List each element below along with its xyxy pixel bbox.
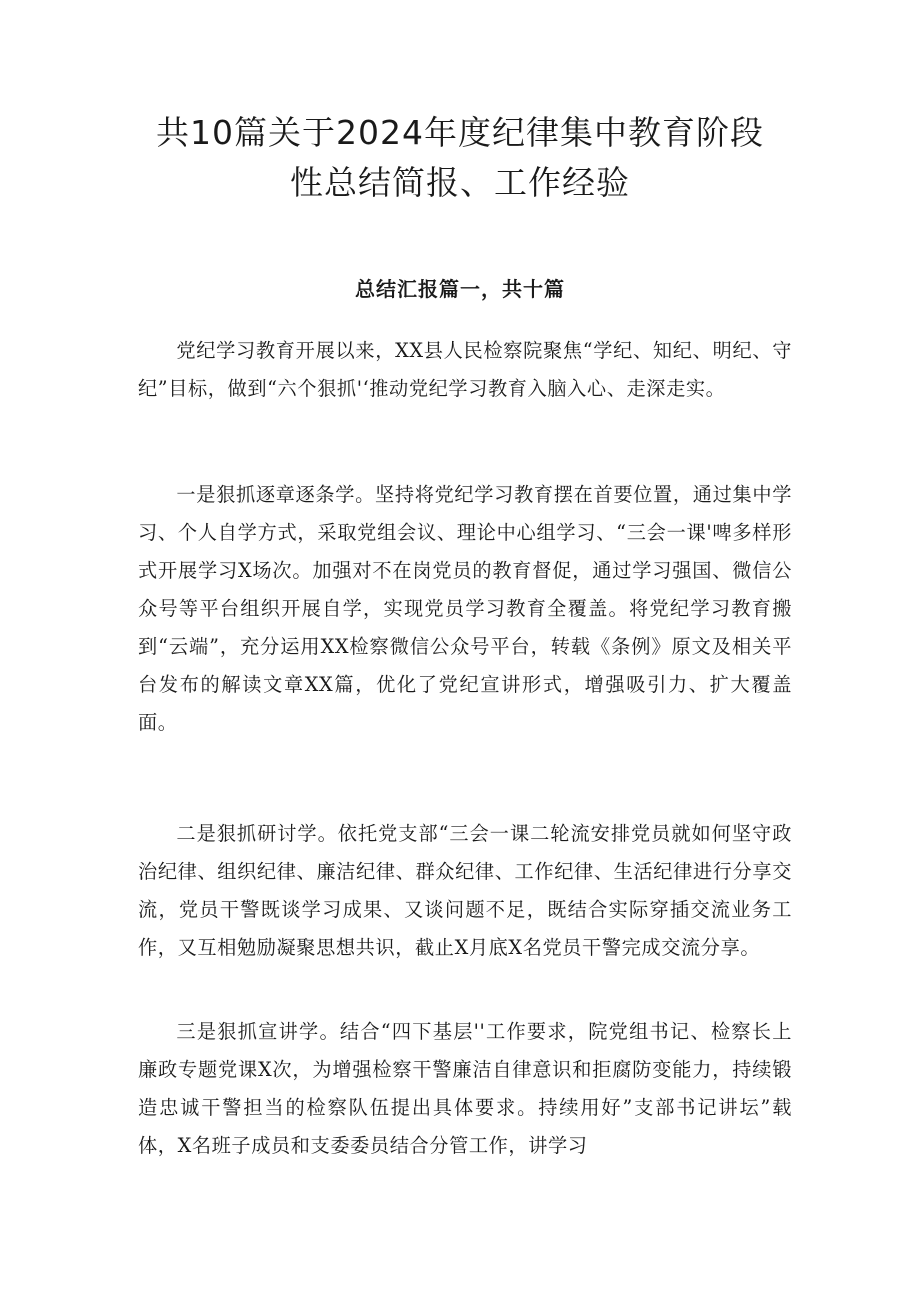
paragraph-lecture: 三是狠抓宣讲学。结合“四下基层''工作要求，院党组书记、检察长上廉政专题党课X次，为增强检察干警廉洁自律意识和拒腐防变能力，持续锻造忠诚干警担当的检察队伍提出具体要求。持续用好”支部书记讲坛”载体，X名班子成员和支委委员结合分管工作，讲学习 (138, 1020, 792, 1157)
title-line-1: 共10篇关于2024年度纪律集中教育阶段 (156, 113, 764, 152)
document-title (110, 108, 810, 208)
paragraph-discussion: 二是狠抓研讨学。依托党支部“三会一课二轮流安排党员就如何坚守政治纪律、组织纪律、廉洁纪律、群众纪律、工作纪律、生活纪律进行分享交流，党员干警既谈学习成果、又谈问题不足，既结合实际穿插交流业务工作，又互相勉励凝聚思想共识，截止X月底X名党员干警完成交流分享。 (138, 822, 792, 959)
title-line-2: 性总结简报、工作经验 (290, 163, 630, 202)
paragraph-intro: 党纪学习教育开展以来，XX县人民检察院聚焦“学纪、知纪、明纪、守纪”目标，做到“六个狠抓'‘推动党纪学习教育入脑入心、走深走实。 (138, 339, 792, 400)
section-subtitle: 总结汇报篇一，共十篇 (355, 277, 565, 301)
paragraph-study: 一是狠抓逐章逐条学。坚持将党纪学习教育摆在首要位置，通过集中学习、个人自学方式，采取党组会议、理论中心组学习、“三会一课'啤多样形式开展学习X场次。加强对不在岗党员的教育督促，通过学习强国、微信公众号等平台组织开展自学，实现党员学习教育全覆盖。将党纪学习教育搬到“云端”，充分运用XX检察微信公众号平台，转载《条例》原文及相关平台发布的解读文章XX篇，优化了党纪宣讲形式，增强吸引力、扩大覆盖面。 (138, 483, 792, 734)
